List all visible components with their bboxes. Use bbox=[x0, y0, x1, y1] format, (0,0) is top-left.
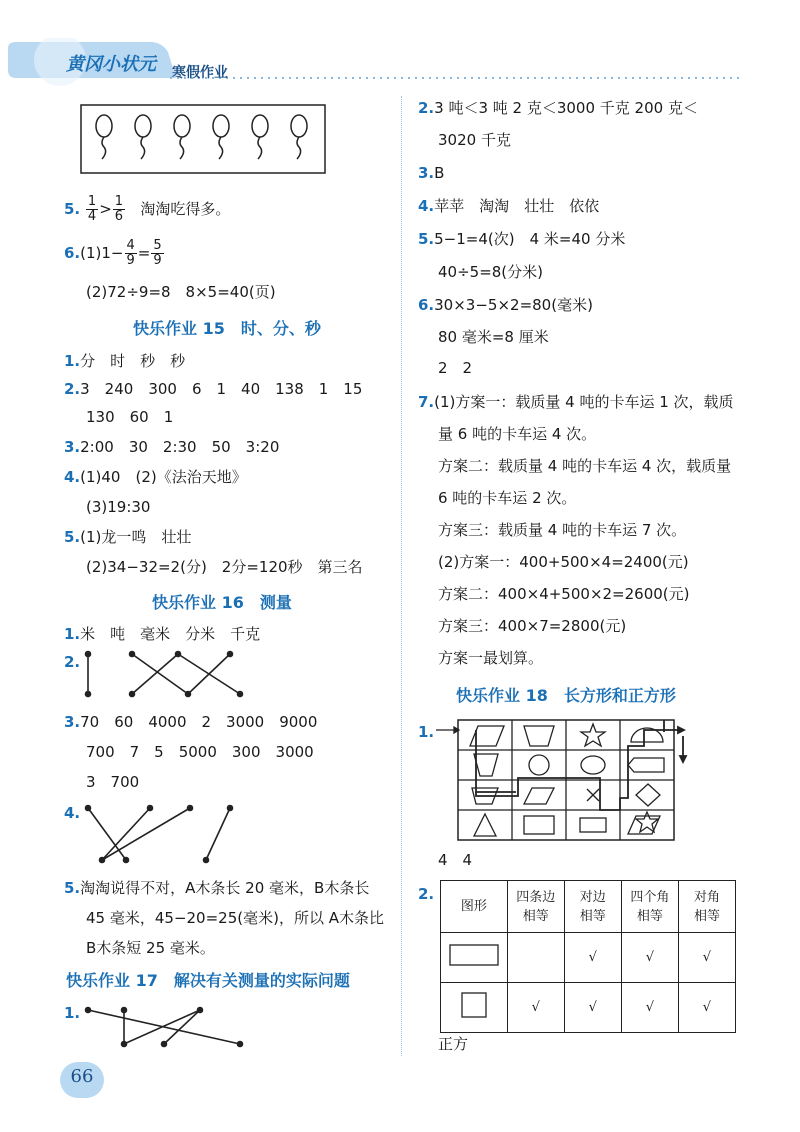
s16-q5-line3: B木条短 25 毫米。 bbox=[86, 939, 215, 957]
right-q7-l4: 6 吨的卡车运 2 次。 bbox=[438, 489, 577, 507]
section-title-16: 快乐作业 16 测量 bbox=[152, 593, 292, 612]
table-cell bbox=[507, 933, 564, 983]
fraction-1-6: $\frac{1}{6}$ bbox=[114, 194, 124, 224]
header-cell: 对角 相等 bbox=[678, 881, 735, 933]
s18-q2: 2. bbox=[418, 885, 435, 903]
s18-q2-answer: 正方 bbox=[438, 1035, 469, 1053]
shape-cell bbox=[441, 983, 508, 1033]
right-q2-line2: 3020 千克 bbox=[438, 131, 511, 149]
section-title-17: 快乐作业 17 解决有关测量的实际问题 bbox=[66, 971, 350, 990]
header-cell: 四条边 相等 bbox=[507, 881, 564, 933]
s15-q2-line2: 130 60 1 bbox=[86, 408, 174, 426]
table-cell: √ bbox=[564, 933, 621, 983]
right-q5: 5.5−1=4(次) 4 米=40 分米 bbox=[418, 230, 626, 248]
properties-table bbox=[440, 880, 736, 1033]
section-title-18: 快乐作业 18 长方形和正方形 bbox=[456, 686, 676, 705]
right-q7-l6: (2)方案一：400+500×4=2400(元) bbox=[438, 553, 689, 571]
s15-q1: 1.分 时 秒 秒 bbox=[64, 352, 186, 370]
s18-q1-answer: 4 4 bbox=[438, 851, 473, 869]
table-header-row bbox=[441, 881, 736, 933]
left-q5: 5. $\frac{1}{4}$ > $\frac{1}{6}$ 淘淘吃得多。 bbox=[64, 194, 231, 224]
shape-maze-figure bbox=[428, 718, 698, 843]
right-q6: 6.30×3−5×2=80(毫米) bbox=[418, 296, 593, 314]
right-q3: 3.B bbox=[418, 164, 445, 182]
right-q7-l5: 方案三：载质量 4 吨的卡车运 7 次。 bbox=[438, 521, 687, 539]
header-subtitle: 寒假作业 bbox=[172, 65, 228, 81]
left-q6-line2: (2)72÷9=8 8×5=40(页) bbox=[86, 283, 276, 301]
table-cell: √ bbox=[621, 933, 678, 983]
header-cell: 图形 bbox=[441, 881, 508, 933]
fraction-5-9: $\frac{5}{9}$ bbox=[153, 238, 162, 268]
right-q7-l2: 量 6 吨的卡车运 4 次。 bbox=[438, 425, 597, 443]
fraction-4-9: $\frac{4}{9}$ bbox=[126, 238, 135, 268]
square-shape bbox=[459, 990, 489, 1020]
s16-q3-line2: 700 7 5 5000 300 3000 bbox=[86, 743, 314, 761]
table-cell: √ bbox=[678, 983, 735, 1033]
balloons-figure bbox=[80, 104, 326, 176]
shape-cell bbox=[441, 933, 508, 983]
page-number: 66 bbox=[70, 1066, 94, 1087]
right-q7-l8: 方案三：400×7=2800(元) bbox=[438, 617, 627, 635]
table-cell: √ bbox=[507, 983, 564, 1033]
right-q7: 7.(1)方案一：载质量 4 吨的卡车运 1 次，载质 bbox=[418, 393, 734, 411]
table-cell: √ bbox=[678, 933, 735, 983]
s16-q4-lines-figure bbox=[80, 802, 260, 868]
right-q6-line3: 2 2 bbox=[438, 359, 473, 377]
left-q6: 6.(1)1− $\frac{4}{9}$ = $\frac{5}{9}$ bbox=[64, 238, 162, 268]
header-cell: 对边 相等 bbox=[564, 881, 621, 933]
table-cell: √ bbox=[564, 983, 621, 1033]
s15-q5-line2: (2)34−32=2(分) 2分=120秒 第三名 bbox=[86, 558, 363, 576]
s18-q1: 1. bbox=[418, 723, 435, 741]
s17-q1: 1. bbox=[64, 1004, 81, 1022]
s16-q5-line2: 45 毫米，45−20=25(毫米)，所以 A木条比 bbox=[86, 909, 384, 927]
rectangle-shape bbox=[448, 941, 500, 969]
s17-q1-lines-figure bbox=[80, 1002, 260, 1054]
s16-q3: 3.70 60 4000 2 3000 9000 bbox=[64, 713, 318, 731]
right-q7-l9: 方案一最划算。 bbox=[438, 649, 544, 667]
s16-q2-lines-figure bbox=[80, 648, 260, 700]
s16-q5: 5.淘淘说得不对，A木条长 20 毫米，B木条长 bbox=[64, 879, 370, 897]
s15-q5: 5.(1)龙一鸣 壮壮 bbox=[64, 528, 192, 546]
right-q6-line2: 80 毫米=8 厘米 bbox=[438, 328, 549, 346]
right-q7-l3: 方案二：载质量 4 吨的卡车运 4 次，载质量 bbox=[438, 457, 732, 475]
s15-q4: 4.(1)40 (2)《法治天地》 bbox=[64, 468, 247, 486]
right-q5-line2: 40÷5=8(分米) bbox=[438, 263, 544, 281]
brand-logo: 黄冈小状元 bbox=[66, 54, 156, 75]
right-q7-l7: 方案二：400×4+500×2=2600(元) bbox=[438, 585, 690, 603]
header-cell: 四个角 相等 bbox=[621, 881, 678, 933]
s15-q2: 2.3 240 300 6 1 40 138 1 15 bbox=[64, 380, 363, 398]
s16-q4: 4. bbox=[64, 804, 81, 822]
s15-q4-line2: (3)19:30 bbox=[86, 498, 151, 516]
right-q4: 4.苹苹 淘淘 壮壮 依依 bbox=[418, 197, 600, 215]
section-title-15: 快乐作业 15 时、分、秒 bbox=[133, 319, 321, 338]
s16-q1: 1.米 吨 毫米 分米 千克 bbox=[64, 625, 261, 643]
s16-q3-line3: 3 700 bbox=[86, 773, 140, 791]
s15-q3: 3.2:00 30 2:30 50 3:20 bbox=[64, 438, 280, 456]
s16-q2: 2. bbox=[64, 653, 81, 671]
right-q2: 2.3 吨＜3 吨 2 克＜3000 千克 200 克＜ bbox=[418, 99, 698, 117]
table-row bbox=[441, 933, 736, 983]
fraction-1-4: $\frac{1}{4}$ bbox=[87, 194, 97, 224]
column-divider bbox=[401, 96, 402, 1056]
table-row bbox=[441, 983, 736, 1033]
table-cell: √ bbox=[621, 983, 678, 1033]
